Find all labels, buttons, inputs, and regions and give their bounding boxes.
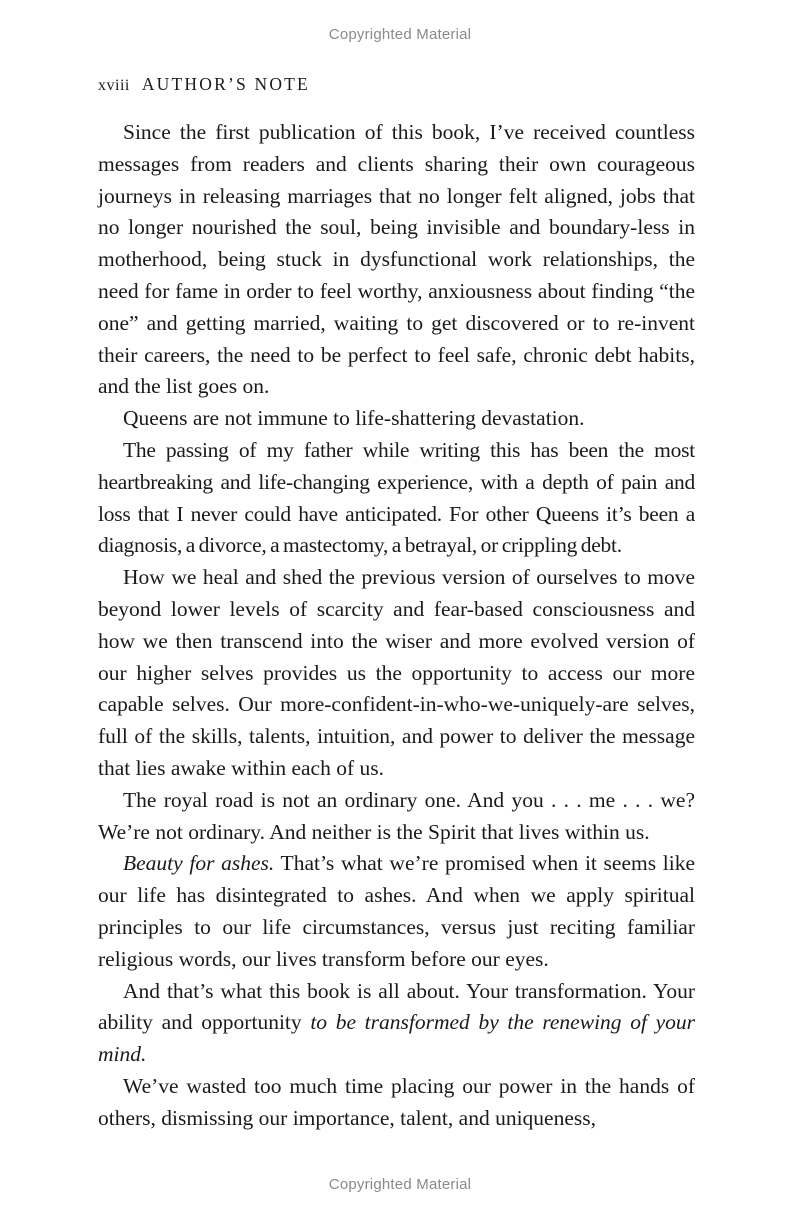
paragraph-text: That’s what we’re promised when it seems like our life has disintegrated to ashes. And when we apply spiritual principles to our life circumstances, versus just reciting familiar religious words, our lives transform before our eyes. [98,851,696,971]
body-text [98,117,695,1135]
paragraph-text: And that’s what this book is all about. Your transformation. Your ability and opportunity [98,978,695,1035]
copyright-watermark-top: Copyrighted Material [328,26,472,43]
italic-phrase: to be transformed by the renewing of your mind. [98,1010,696,1067]
paragraph: The passing of my father while writing this has been the most heartbreaking and life-changing experience, with a depth of pain and loss that I never could have anticipated. For other Queens it’s been a diagnosis, a divorce, a mastectomy, a betrayal, or crippling debt. [98,437,695,558]
italic-phrase: Beauty for ashes. [123,851,275,876]
paragraph: The royal road is not an ordinary one. And you . . . me . . . we? We’re not ordinary. And neither is the Spirit that lives within us. [98,787,695,844]
paragraph [98,848,695,975]
copyright-watermark-bottom: Copyrighted Material [328,1176,472,1193]
paragraph: Since the first publication of this book, I’ve received countless messages from readers and clients sharing their own courageous journeys in releasing marriages that no longer felt aligned, jobs that no longer nourished the soul, being invisible and boundary-less in motherhood, being stuck in dysfunctional work relationships, the need for fame in order to feel worthy, anxiousness about finding “the one” and getting married, waiting to get discovered or to re-invent their careers, the need to be perfect to feel safe, chronic debt habits, and the list goes on. [98,120,695,399]
paragraph [98,976,695,1071]
paragraph: Queens are not immune to life-shattering devastation. [123,406,585,431]
paragraph: How we heal and shed the previous version of ourselves to move beyond lower levels of scarcity and fear-based consciousness and how we then transcend into the wiser and more evolved version of our higher selves provides us the opportunity to access our more capable selves. Our more-confident-in-who-we-uniquely-are selves, full of the skills, talents, intuition, and power to deliver the message that lies awake within each of us. [98,565,695,780]
paragraph: We’ve wasted too much time placing our power in the hands of others, dismissing our importance, talent, and uniqueness, [98,1073,695,1130]
page-number: xviii [98,77,130,94]
section-title: AUTHOR’S NOTE [141,74,310,94]
running-head [98,74,310,95]
